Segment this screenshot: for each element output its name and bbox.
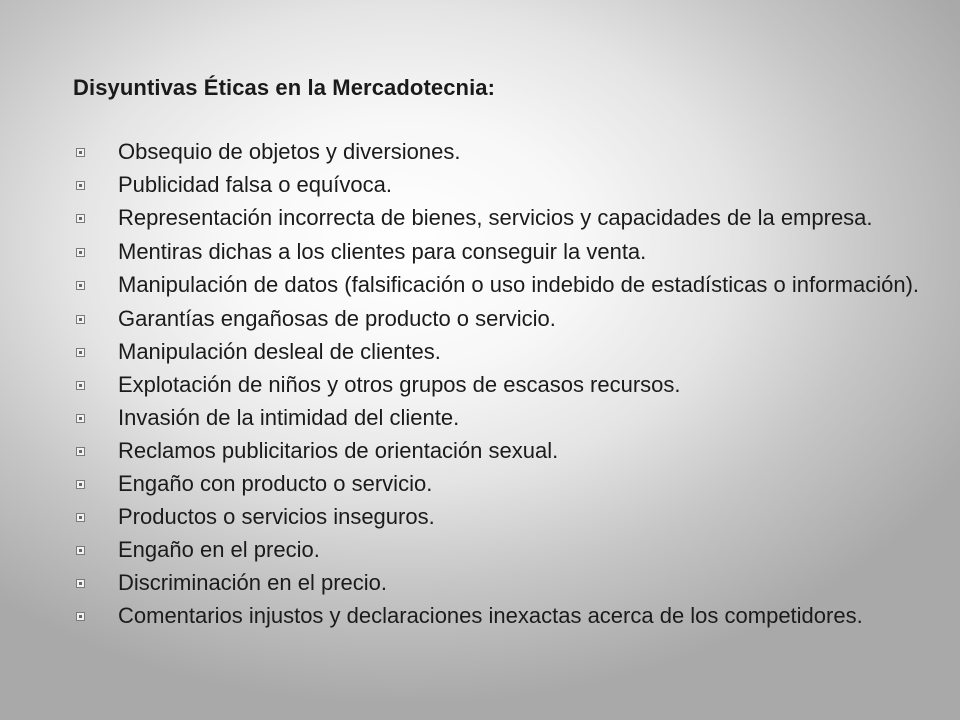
list-item <box>76 505 928 528</box>
list-item <box>76 571 928 594</box>
square-bullet-icon <box>76 513 85 522</box>
bullet-list <box>76 140 928 638</box>
square-bullet-icon <box>76 579 85 588</box>
list-item-text: Productos o servicios inseguros. <box>118 504 435 529</box>
square-bullet-icon <box>76 248 85 257</box>
list-item-text: Obsequio de objetos y diversiones. <box>118 139 461 164</box>
square-bullet-icon <box>76 148 85 157</box>
list-item-text: Manipulación de datos (falsificación o uso indebido de estadísticas o información). <box>118 272 920 297</box>
list-item <box>76 472 928 495</box>
list-item <box>76 206 928 229</box>
list-item <box>76 373 928 396</box>
list-item-text: Representación incorrecta de bienes, servicios y capacidades de la empresa. <box>118 205 873 230</box>
list-item-text: Reclamos publicitarios de orientación sexual. <box>118 438 559 463</box>
list-item-text: Comentarios injustos y declaraciones inexactas acerca de los competidores. <box>118 603 863 628</box>
square-bullet-icon <box>76 315 85 324</box>
square-bullet-icon <box>76 214 85 223</box>
list-item-text: Discriminación en el precio. <box>118 570 387 595</box>
list-item-text: Manipulación desleal de clientes. <box>118 339 441 364</box>
list-item-text: Publicidad falsa o equívoca. <box>118 172 392 197</box>
list-item-text: Garantías engañosas de producto o servicio. <box>118 306 556 331</box>
list-item <box>76 538 928 561</box>
square-bullet-icon <box>76 348 85 357</box>
list-item <box>76 340 928 363</box>
list-item <box>76 406 928 429</box>
list-item <box>76 307 928 330</box>
square-bullet-icon <box>76 281 85 290</box>
square-bullet-icon <box>76 612 85 621</box>
square-bullet-icon <box>76 480 85 489</box>
list-item-text: Explotación de niños y otros grupos de escasos recursos. <box>118 372 681 397</box>
list-item-text: Engaño con producto o servicio. <box>118 471 433 496</box>
square-bullet-icon <box>76 447 85 456</box>
square-bullet-icon <box>76 381 85 390</box>
list-item <box>76 240 928 263</box>
list-item-text: Mentiras dichas a los clientes para conseguir la venta. <box>118 239 647 264</box>
list-item <box>76 273 928 296</box>
square-bullet-icon <box>76 414 85 423</box>
slide-title: Disyuntivas Éticas en la Mercadotecnia: <box>73 75 496 100</box>
list-item <box>76 173 928 196</box>
list-item <box>76 439 928 462</box>
square-bullet-icon <box>76 546 85 555</box>
list-item <box>76 604 928 627</box>
list-item-text: Engaño en el precio. <box>118 537 320 562</box>
square-bullet-icon <box>76 181 85 190</box>
list-item <box>76 140 928 163</box>
list-item-text: Invasión de la intimidad del cliente. <box>118 405 460 430</box>
